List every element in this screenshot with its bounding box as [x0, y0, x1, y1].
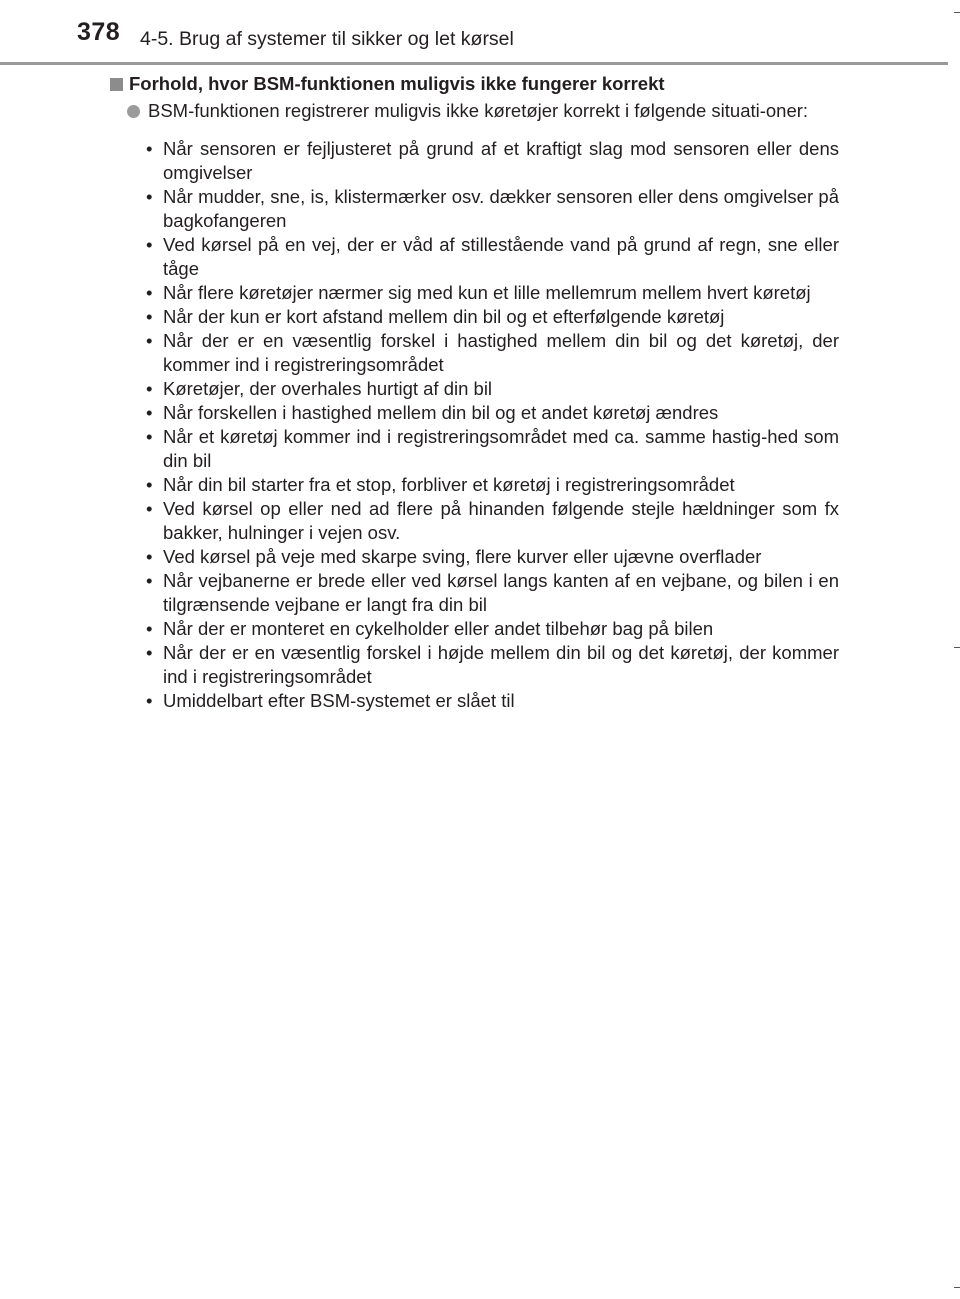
section-heading-text: Forhold, hvor BSM-funktionen muligvis ikke fungerer korrekt — [129, 73, 665, 94]
bullet-dot-icon: • — [146, 690, 153, 711]
list-item-text: Når vejbanerne er brede eller ved kørsel langs kanten af en vejbane, og bilen i en tilgrænsende vejbane er langt fra din bil — [163, 570, 839, 615]
list-item-text: Køretøjer, der overhales hurtigt af din bil — [163, 378, 493, 399]
list-item-text: Ved kørsel op eller ned ad flere på hinanden følgende stejle hældninger som fx bakker, hulninger i vejen osv. — [163, 498, 839, 543]
list-item — [146, 377, 839, 401]
intro-paragraph — [110, 99, 850, 123]
list-item — [146, 689, 839, 713]
list-item-text: Når der er monteret en cykelholder eller andet tilbehør bag på bilen — [163, 618, 714, 639]
bullet-dot-icon: • — [146, 282, 153, 303]
crop-mark — [954, 647, 960, 648]
list-item — [146, 305, 839, 329]
bullet-dot-icon: • — [146, 618, 153, 639]
bullet-dot-icon: • — [146, 570, 153, 591]
bullet-dot-icon: • — [146, 330, 153, 351]
list-item — [146, 617, 839, 641]
list-item-text: Når flere køretøjer nærmer sig med kun et lille mellemrum mellem hvert køretøj — [163, 282, 811, 303]
bullet-dot-icon: • — [146, 402, 153, 423]
content-section — [110, 72, 850, 713]
list-item — [146, 233, 839, 281]
list-item — [146, 497, 839, 545]
list-item — [146, 545, 839, 569]
list-item-text: Umiddelbart efter BSM-systemet er slået til — [163, 690, 515, 711]
bullet-dot-icon: • — [146, 474, 153, 495]
list-item-text: Når et køretøj kommer ind i registreringsområdet med ca. samme hastig-hed som din bil — [163, 426, 839, 471]
list-item — [146, 185, 839, 233]
bullet-dot-icon: • — [146, 138, 153, 159]
list-item-text: Ved kørsel på veje med skarpe sving, flere kurver eller ujævne overflader — [163, 546, 762, 567]
bullet-dot-icon: • — [146, 186, 153, 207]
list-item — [146, 641, 839, 689]
list-item — [146, 137, 839, 185]
crop-mark — [954, 1287, 960, 1288]
list-item — [146, 569, 839, 617]
list-item-text: Når mudder, sne, is, klistermærker osv. dækker sensoren eller dens omgivelser på bagkofangeren — [163, 186, 839, 231]
list-item-text: Når din bil starter fra et stop, forbliver et køretøj i registreringsområdet — [163, 474, 735, 495]
page-number: 378 — [77, 18, 121, 46]
condition-list — [110, 137, 839, 713]
list-item — [146, 425, 839, 473]
bullet-dot-icon: • — [146, 378, 153, 399]
intro-text: BSM-funktionen registrerer muligvis ikke køretøjer korrekt i følgende situati-oner: — [148, 100, 809, 121]
bullet-dot-icon: • — [146, 234, 153, 255]
square-bullet-icon — [110, 78, 123, 91]
page-header — [0, 0, 960, 64]
list-item-text: Ved kørsel på en vej, der er våd af stillestående vand på grund af regn, sne eller tåge — [163, 234, 839, 279]
bullet-dot-icon: • — [146, 642, 153, 663]
bullet-dot-icon: • — [146, 498, 153, 519]
chapter-title: 4-5. Brug af systemer til sikker og let kørsel — [140, 28, 514, 50]
list-item — [146, 329, 839, 377]
list-item — [146, 473, 839, 497]
list-item-text: Når der er en væsentlig forskel i højde mellem din bil og det køretøj, der kommer ind i registreringsområdet — [163, 642, 839, 687]
list-item-text: Når forskellen i hastighed mellem din bil og et andet køretøj ændres — [163, 402, 719, 423]
bullet-dot-icon: • — [146, 426, 153, 447]
list-item-text: Når sensoren er fejljusteret på grund af et kraftigt slag mod sensoren eller dens omgivelser — [163, 138, 839, 183]
list-item — [146, 281, 839, 305]
bullet-dot-icon: • — [146, 546, 153, 567]
crop-mark — [954, 12, 960, 13]
list-item-text: Når der er en væsentlig forskel i hastighed mellem din bil og det køretøj, der kommer ind i registreringsområdet — [163, 330, 839, 375]
list-item — [146, 401, 839, 425]
list-item-text: Når der kun er kort afstand mellem din bil og et efterfølgende køretøj — [163, 306, 725, 327]
header-divider — [0, 62, 948, 65]
circle-bullet-icon — [127, 105, 140, 118]
section-heading — [110, 72, 850, 96]
bullet-dot-icon: • — [146, 306, 153, 327]
